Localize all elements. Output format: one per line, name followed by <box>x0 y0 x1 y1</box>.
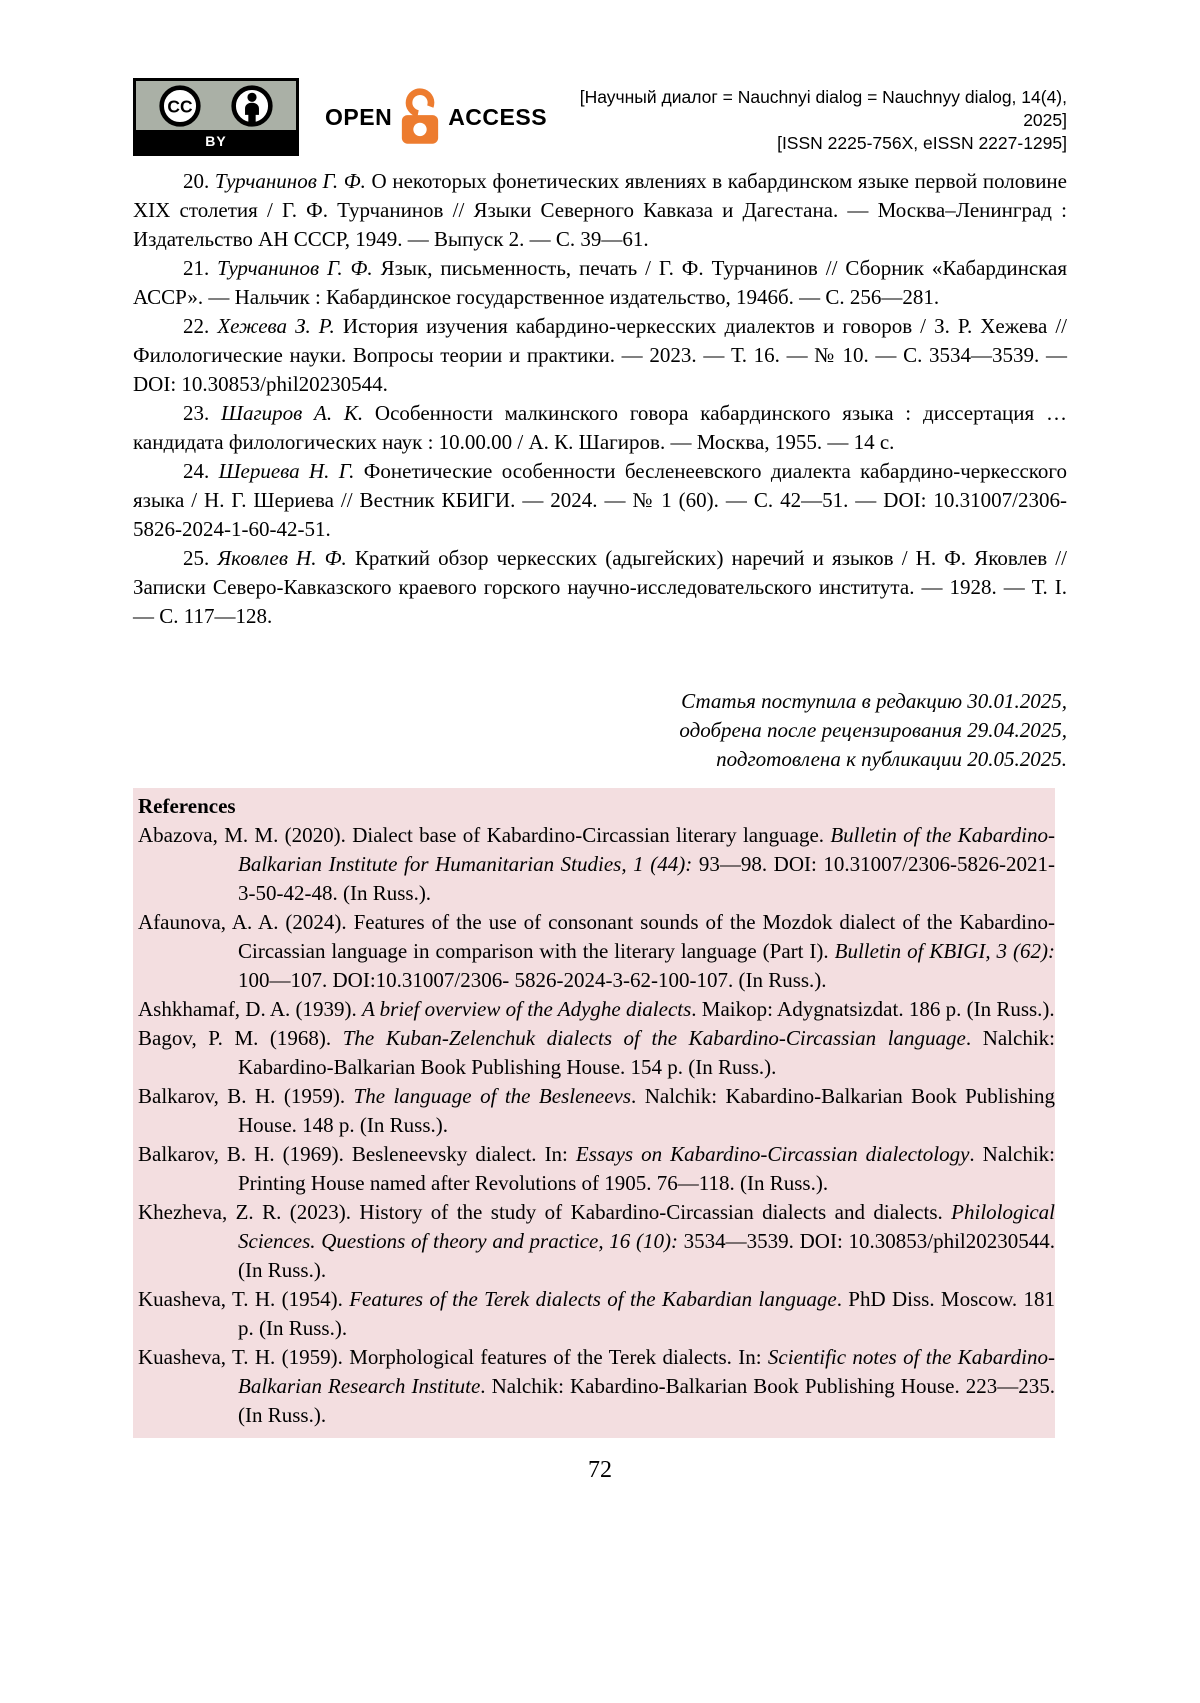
page-content <box>133 76 1067 1485</box>
cc-by-label: BY <box>136 130 296 153</box>
russian-reference-entry: 21. Турчанинов Г. Ф. Язык, письменность, печать / Г. Ф. Турчанинов // Сборник «Кабардинская АССР». — Нальчик : Кабардинское государственное издательство, 1946б. — С. 256—281. <box>133 256 1067 309</box>
russian-reference-entry: 24. Шериева Н. Г. Фонетические особенности бесленеевского диалекта кабардино-черкесского языка / Н. Г. Шериева // Вестник КБИГИ. — 2024. — № 1 (60). — С. 42—51. — DOI: 10.31007/2306-5826-2024-1-60-42-51. <box>133 459 1067 541</box>
reference-entry: Bagov, P. M. (1968). The Kuban-Zelenchuk dialects of the Kabardino-Circassian language. Nalchik: Kabardino-Balkarian Book Publishing House. 154 p. (In Russ.). <box>138 1026 1056 1079</box>
svg-text:CC: CC <box>167 95 193 116</box>
open-access-logo <box>325 87 547 147</box>
russian-reference-entry: 25. Яковлев Н. Ф. Краткий обзор черкесских (адыгейских) наречий и языков / Н. Ф. Яковлев // Записки Северо-Кавказского краевого горского научно-исследовательского института. — 1928. — Т. I. — С. 117—128. <box>133 546 1067 628</box>
reference-entry: Khezheva, Z. R. (2023). History of the study of Kabardino-Circassian dialects and dialects. Philological Sciences. Questions of theory and practice, 16 (10): 3534—3539. DOI: 10.30853/phil20230544. (In Russ.). <box>138 1200 1055 1282</box>
person-icon <box>230 84 274 128</box>
page-header <box>133 76 1067 158</box>
page-number: 72 <box>588 1457 612 1483</box>
reference-entry: Balkarov, B. H. (1959). The language of the Besleneevs. Nalchik: Kabardino-Balkarian Book Publishing House. 148 p. (In Russ.). <box>138 1084 1055 1137</box>
submission-note-line: Статья поступила в редакцию 30.01.2025, <box>681 689 1067 713</box>
references-section <box>133 788 1055 1438</box>
reference-entry: Kuasheva, T. H. (1959). Morphological features of the Terek dialects. In: Scientific notes of the Kabardino-Balkarian Research Institute. Nalchik: Kabardino-Balkarian Book Publishing House. 223—235. (In Russ.). <box>138 1345 1056 1427</box>
open-access-access-label: ACCESS <box>448 103 548 130</box>
reference-entry: Abazova, M. M. (2020). Dialect base of Kabardino-Circassian literary language. Bulletin of the Kabardino-Balkarian Institute for Humanitarian Studies, 1 (44): 93—98. DOI: 10.31007/2306-5826-2021-3-50-42-48. (In Russ.). <box>138 823 1055 905</box>
journal-info <box>547 80 1067 155</box>
russian-reference-entry: 23. Шагиров А. К. Особенности малкинского говора кабардинского языка : диссертация … кандидата филологических наук : 10.00.00 / А. К. Шагиров. — Москва, 1955. — 14 с. <box>133 401 1067 454</box>
submission-note <box>133 687 1067 774</box>
russian-reference-entry: 20. Турчанинов Г. Ф. О некоторых фонетических явлениях в кабардинском языке первой половине XIX столетия / Г. Ф. Турчанинов // Языки Северного Кавказа и Дагестана. — Москва–Ленинград : Издательство АН СССР, 1949. — Выпуск 2. — С. 39—61. <box>133 169 1067 251</box>
cc-by-badge <box>133 78 299 156</box>
russian-reference-entry: 22. Хежева З. Р. История изучения кабардино-черкесских диалектов и говоров / З. Р. Хежева // Филологические науки. Вопросы теории и практики. — 2023. — Т. 16. — № 10. — С. 3534—3539. — DOI: 10.30853/phil20230544. <box>133 314 1068 396</box>
cc-icon <box>158 84 202 128</box>
open-access-open-label: OPEN <box>325 103 393 130</box>
reference-entry: Afaunova, A. A. (2024). Features of the use of consonant sounds of the Mozdok dialect of the Kabardino-Circassian language in comparison with the literary language (Part I). Bulletin of KBIGI, 3 (62): 100—107. DOI:10.31007/2306- 5826-2024-3-62-100-107. (In Russ.). <box>138 910 1055 992</box>
submission-note-line: подготовлена к публикации 20.05.2025. <box>716 747 1067 771</box>
russian-references-list <box>133 167 1067 631</box>
journal-title-line: [Научный диалог = Nauchnyi dialog = Nauchnyy dialog, 14(4), 2025] <box>579 86 1067 130</box>
issn-line: [ISSN 2225-756X, eISSN 2227-1295] <box>777 132 1067 153</box>
references-list <box>138 821 1055 1430</box>
references-heading: References <box>138 794 236 818</box>
open-lock-icon <box>399 87 441 147</box>
submission-note-line: одобрена после рецензирования 29.04.2025, <box>679 718 1067 742</box>
reference-entry: Balkarov, B. H. (1969). Besleneevsky dialect. In: Essays on Kabardino-Circassian dialectology. Nalchik: Printing House named after Revolutions of 1905. 76—118. (In Russ.). <box>138 1142 1055 1195</box>
cc-badge-icons <box>136 81 296 130</box>
reference-entry: Kuasheva, T. H. (1954). Features of the Terek dialects of the Kabardian language. PhD Diss. Moscow. 181 p. (In Russ.). <box>138 1287 1055 1340</box>
reference-entry: Ashkhamaf, D. A. (1939). A brief overview of the Adyghe dialects. Maikop: Adygnatsizdat. 186 p. (In Russ.). <box>138 997 1055 1021</box>
